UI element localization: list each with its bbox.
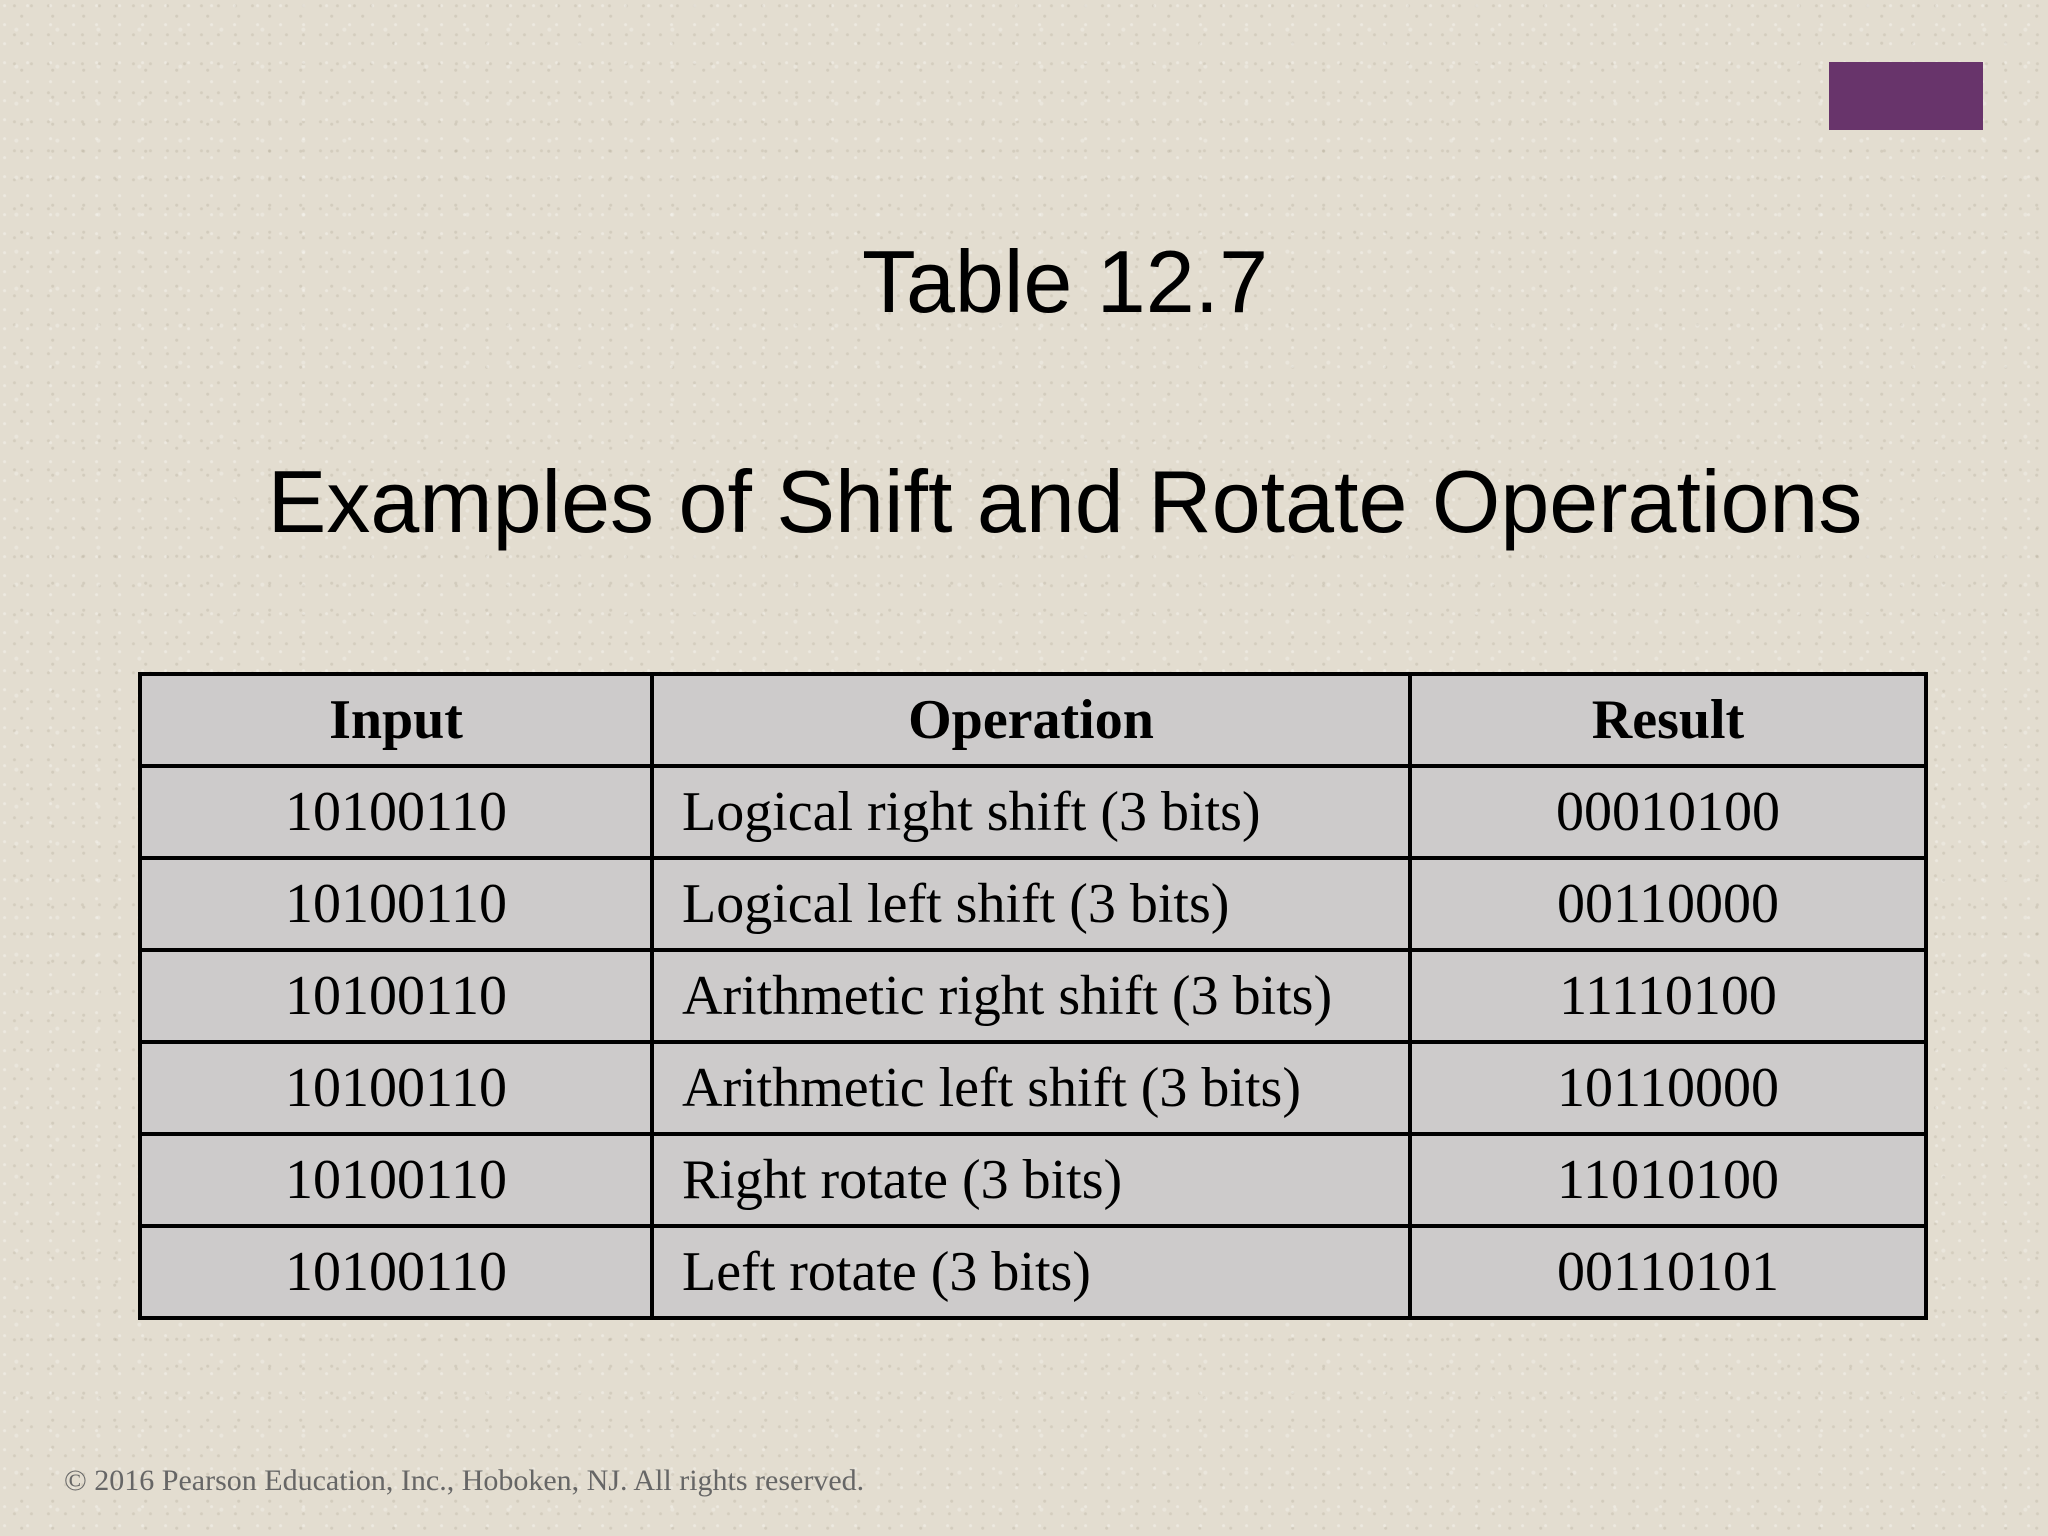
column-header-operation: Operation bbox=[652, 674, 1410, 766]
table-row bbox=[140, 766, 1926, 858]
result-cell: 00110000 bbox=[1410, 858, 1926, 950]
accent-block bbox=[1829, 62, 1983, 130]
operation-cell: Left rotate (3 bits) bbox=[652, 1226, 1410, 1318]
slide-title: Table 12.7 bbox=[861, 232, 1269, 331]
column-header-input: Input bbox=[140, 674, 652, 766]
operation-cell: Right rotate (3 bits) bbox=[652, 1134, 1410, 1226]
table-row bbox=[140, 1042, 1926, 1134]
operation-cell: Logical left shift (3 bits) bbox=[652, 858, 1410, 950]
result-cell: 11010100 bbox=[1410, 1134, 1926, 1226]
input-cell: 10100110 bbox=[140, 1134, 652, 1226]
operation-cell: Arithmetic left shift (3 bits) bbox=[652, 1042, 1410, 1134]
column-header-result: Result bbox=[1410, 674, 1926, 766]
result-cell: 00010100 bbox=[1410, 766, 1926, 858]
input-cell: 10100110 bbox=[140, 858, 652, 950]
operation-cell: Logical right shift (3 bits) bbox=[652, 766, 1410, 858]
table-row bbox=[140, 1134, 1926, 1226]
result-cell: 11110100 bbox=[1410, 950, 1926, 1042]
operation-cell: Arithmetic right shift (3 bits) bbox=[652, 950, 1410, 1042]
table-row bbox=[140, 1226, 1926, 1318]
result-cell: 00110101 bbox=[1410, 1226, 1926, 1318]
slide-subtitle: Examples of Shift and Rotate Operations bbox=[267, 452, 1863, 551]
input-cell: 10100110 bbox=[140, 950, 652, 1042]
table-row bbox=[140, 950, 1926, 1042]
operations-table bbox=[138, 672, 1928, 1320]
table-header-row bbox=[140, 674, 1926, 766]
result-cell: 10110000 bbox=[1410, 1042, 1926, 1134]
input-cell: 10100110 bbox=[140, 766, 652, 858]
copyright-footer: © 2016 Pearson Education, Inc., Hoboken, NJ. All rights reserved. bbox=[64, 1464, 865, 1497]
input-cell: 10100110 bbox=[140, 1226, 652, 1318]
input-cell: 10100110 bbox=[140, 1042, 652, 1134]
table-row bbox=[140, 858, 1926, 950]
